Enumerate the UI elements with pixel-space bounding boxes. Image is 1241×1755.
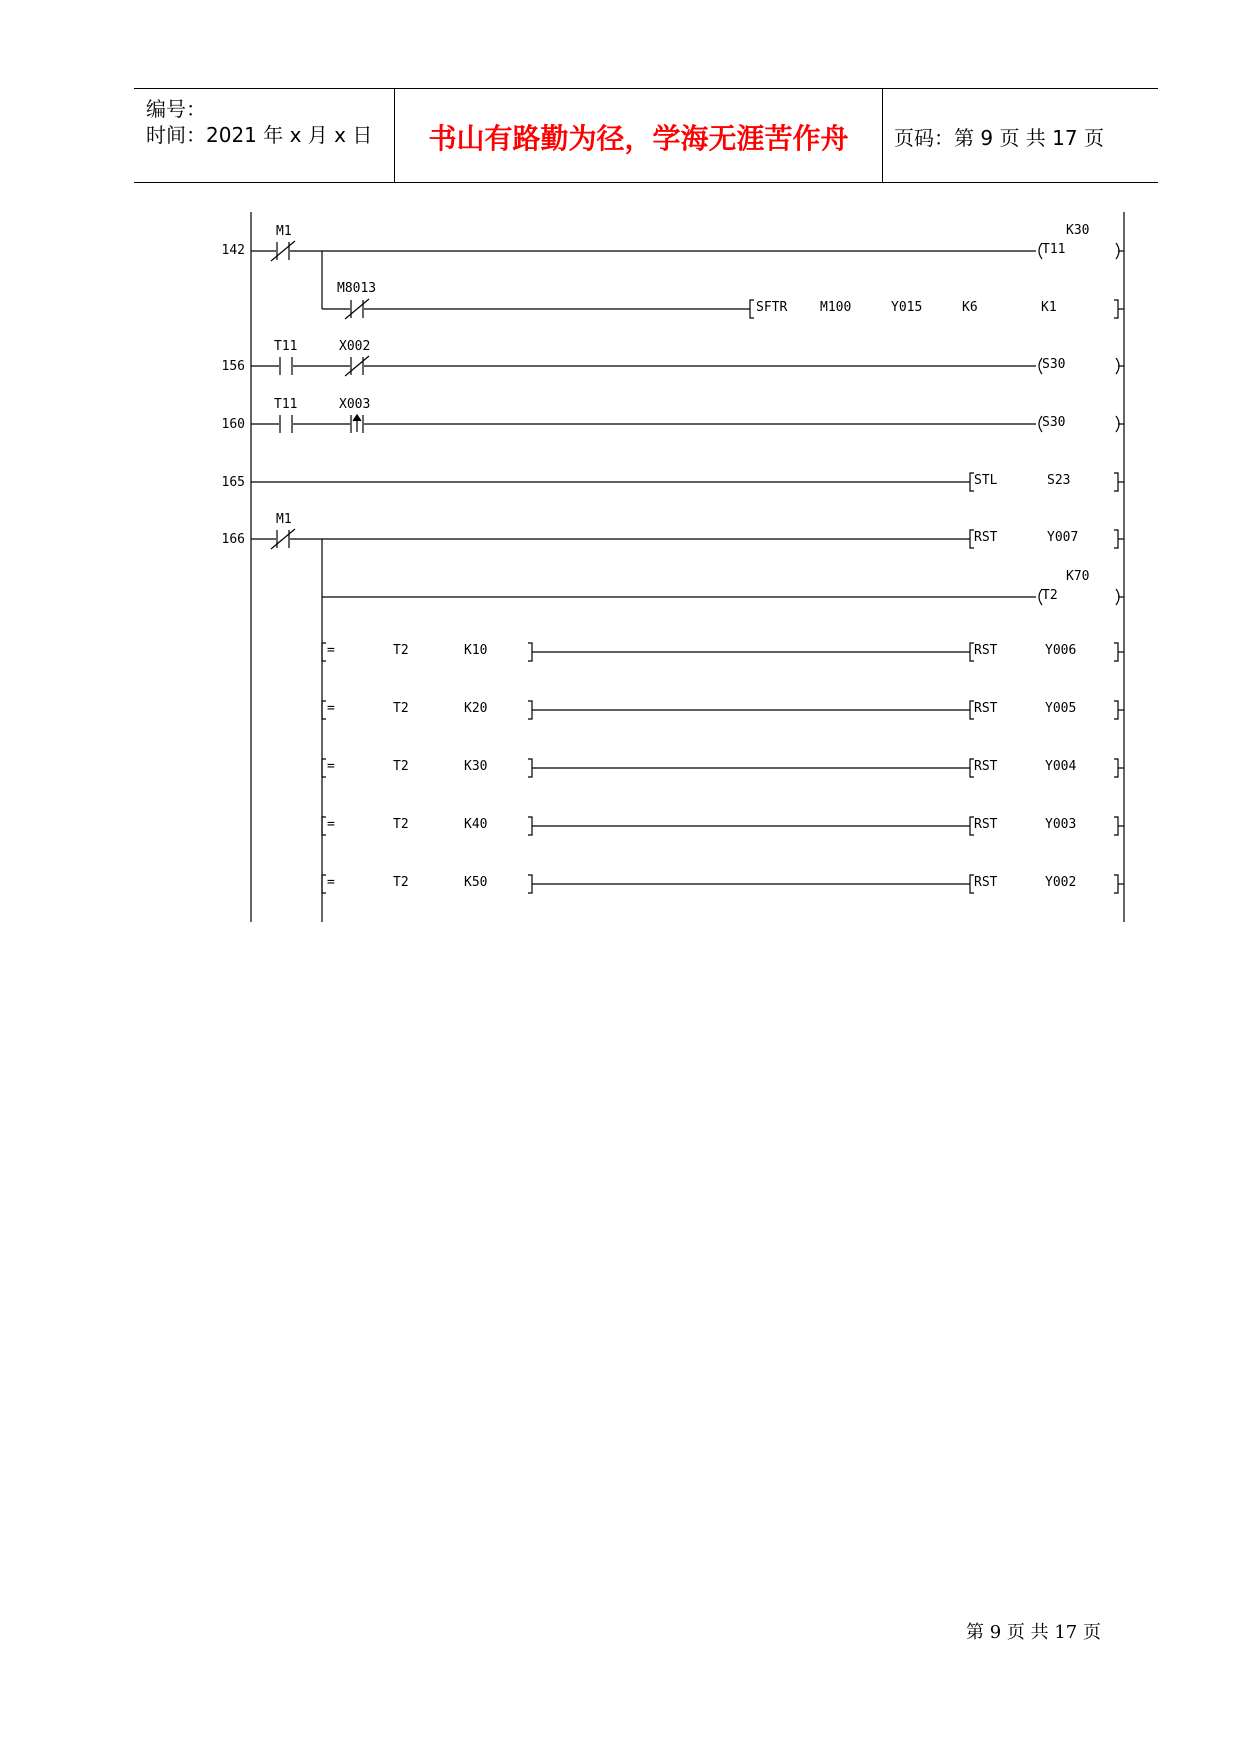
instruction-op: RST — [974, 759, 998, 774]
compare-op: = — [327, 701, 335, 716]
compare-row-k20 — [322, 701, 1124, 719]
rung-number: 166 — [221, 532, 245, 547]
instruction-op: STL — [974, 473, 998, 488]
coil-label: T2 — [1042, 588, 1058, 603]
compare-b: K50 — [464, 875, 488, 890]
instruction-op: RST — [974, 643, 998, 658]
coil-setting: K30 — [1066, 223, 1090, 238]
coil-setting: K70 — [1066, 569, 1090, 584]
rung-number: 142 — [221, 243, 245, 258]
compare-b: K40 — [464, 817, 488, 832]
instruction-arg: Y004 — [1045, 759, 1077, 774]
instruction-op: RST — [974, 530, 998, 545]
instruction-arg: Y005 — [1045, 701, 1077, 716]
rung-142 — [222, 223, 1124, 319]
coil-label: T11 — [1042, 242, 1066, 257]
compare-row-k50 — [322, 875, 1124, 893]
contact-label: M1 — [276, 512, 292, 527]
instruction-arg: K6 — [962, 300, 978, 315]
compare-op: = — [327, 643, 335, 658]
contact-label: M8013 — [337, 281, 377, 296]
instruction-arg: Y007 — [1047, 530, 1079, 545]
rung-number: 160 — [221, 417, 245, 432]
instruction-op: RST — [974, 701, 998, 716]
rung-number: 156 — [221, 359, 245, 374]
rung-165 — [222, 473, 1124, 491]
header-page-info: 页码：第 9 页 共 17 页 — [894, 126, 1104, 150]
rising-edge-icon — [353, 415, 361, 421]
instruction-arg: Y003 — [1045, 817, 1077, 832]
compare-row-k40 — [322, 817, 1124, 835]
compare-a: T2 — [393, 643, 409, 658]
compare-a: T2 — [393, 817, 409, 832]
instruction-op: RST — [974, 817, 998, 832]
compare-op: = — [327, 759, 335, 774]
compare-b: K30 — [464, 759, 488, 774]
document-time-label: 时间：2021 年 x 月 x 日 — [146, 123, 373, 147]
rung-number: 165 — [221, 475, 245, 490]
instruction-op: SFTR — [756, 300, 788, 315]
compare-b: K20 — [464, 701, 488, 716]
instruction-arg: Y015 — [891, 300, 923, 315]
header-motto: 书山有路勤为径，学海无涯苦作舟 — [428, 122, 849, 155]
contact-label: T11 — [274, 339, 298, 354]
document-number-label: 编号： — [146, 97, 206, 121]
page-footer: 第 9 页 共 17 页 — [966, 1622, 1101, 1643]
coil-label: S30 — [1042, 415, 1066, 430]
rung-160 — [222, 397, 1124, 433]
instruction-arg: S23 — [1047, 473, 1071, 488]
compare-row-k30 — [322, 759, 1124, 777]
contact-label: X003 — [339, 397, 371, 412]
instruction-arg: K1 — [1041, 300, 1057, 315]
compare-b: K10 — [464, 643, 488, 658]
rung-156 — [222, 339, 1124, 376]
compare-a: T2 — [393, 875, 409, 890]
instruction-op: RST — [974, 875, 998, 890]
instruction-arg: Y002 — [1045, 875, 1077, 890]
contact-label: M1 — [276, 224, 292, 239]
contact-label: T11 — [274, 397, 298, 412]
compare-op: = — [327, 875, 335, 890]
compare-a: T2 — [393, 759, 409, 774]
compare-op: = — [327, 817, 335, 832]
compare-a: T2 — [393, 701, 409, 716]
instruction-arg: M100 — [820, 300, 852, 315]
coil-label: S30 — [1042, 357, 1066, 372]
rung-166 — [222, 512, 1124, 605]
compare-row-k10 — [322, 643, 1124, 661]
instruction-arg: Y006 — [1045, 643, 1077, 658]
contact-label: X002 — [339, 339, 371, 354]
